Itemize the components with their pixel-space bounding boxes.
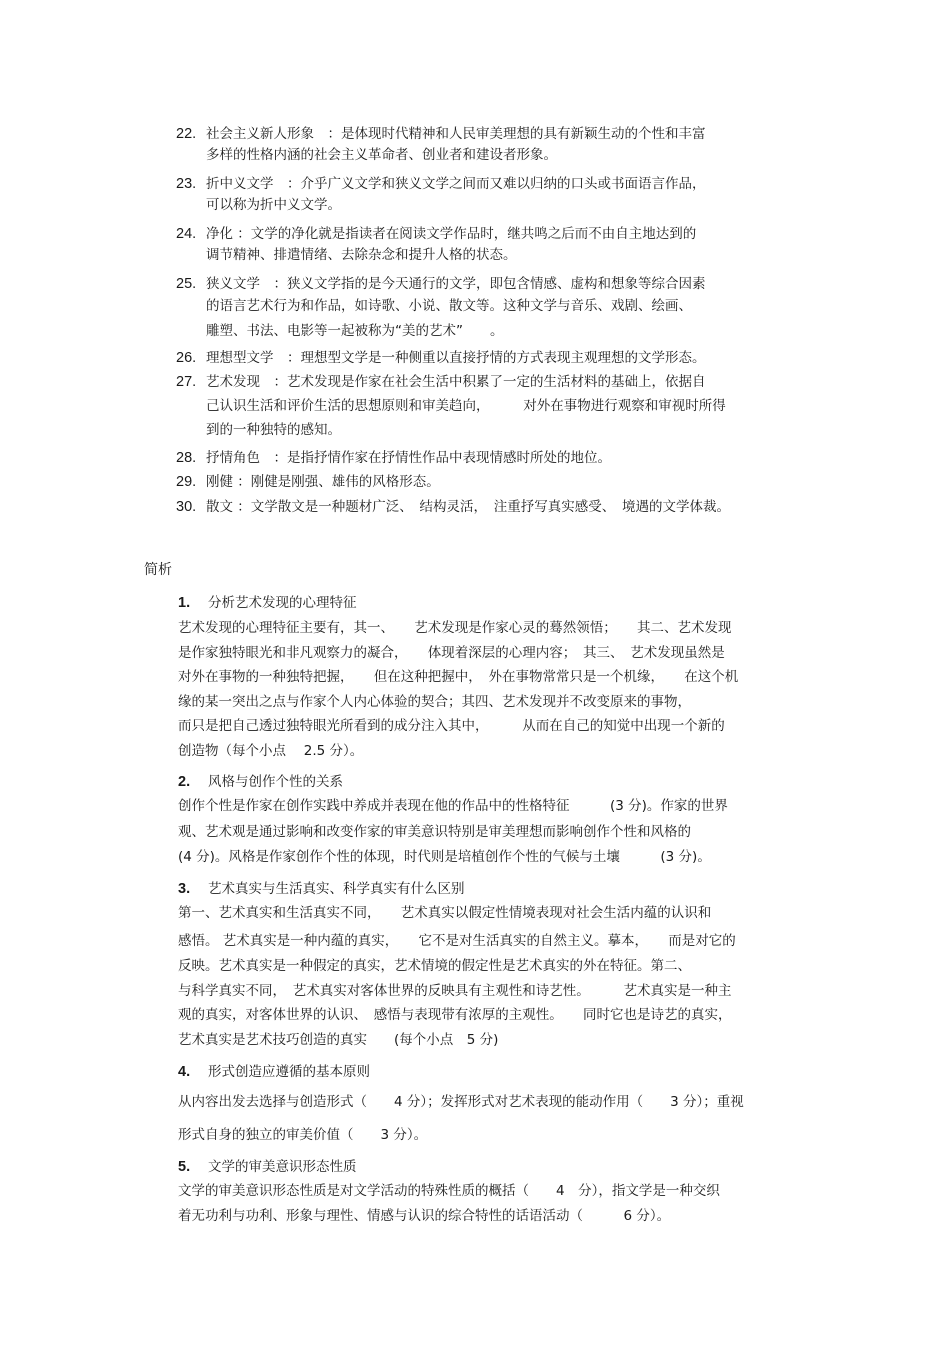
- answer-line: 着无功利与功利、形象与理性、情感与认识的综合特性的话语活动（ 6 分）。: [178, 1208, 671, 1224]
- answer-line: 感悟。 艺术真实是一种内蕴的真实， 它不是对生活真实的自然主义。摹本， 而是对它的: [178, 933, 736, 949]
- answer-line: 缘的某一突出之点与作家个人内心体验的契合；其四、艺术发现并不改变原来的事物，: [178, 694, 691, 710]
- question-num: 2.: [178, 774, 191, 790]
- def-num: 24.: [176, 226, 197, 242]
- def-line: 理想型文学 ：理想型文学是一种侧重以直接抒情的方式表现主观理想的文学形态。: [206, 350, 706, 366]
- answer-line: 创造物（每个小点 2.5 分）。: [178, 743, 364, 759]
- answer-line: 对外在事物的一种独特把握， 但在这种把握中， 外在事物常常只是一个机缘， 在这个机: [178, 669, 739, 685]
- def-line: 到的一种独特的感知。: [206, 422, 341, 438]
- answer-line: 观、艺术观是通过影响和改变作家的审美意识特别是审美理想而影响创作个性和风格的: [178, 824, 691, 840]
- answer-line: 与科学真实不同， 艺术真实对客体世界的反映具有主观性和诗艺性。 艺术真实是一种主: [178, 983, 732, 999]
- question-title: 分析艺术发现的心理特征: [208, 595, 357, 611]
- def-line: 狭义文学 ：狭义文学指的是今天通行的文学，即包含情感、虚构和想象等综合因素: [206, 276, 706, 292]
- def-line: 刚健 ：刚健是刚强、雄伟的风格形态。: [206, 474, 440, 490]
- answer-line: 创作个性是作家在创作实践中养成并表现在他的作品中的性格特征 (3 分)。作家的世界: [178, 798, 728, 814]
- answer-line: 反映。艺术真实是一种假定的真实，艺术情境的假定性是艺术真实的外在特征。第二、: [178, 958, 691, 974]
- def-line: 的语言艺术行为和作品，如诗歌、小说、散文等。这种文学与音乐、戏剧、绘画、: [206, 298, 692, 314]
- question-title: 艺术真实与生活真实、科学真实有什么区别: [208, 881, 465, 897]
- def-line: 社会主义新人形象 ：是体现时代精神和人民审美理想的具有新颖生动的个性和丰富: [206, 126, 706, 142]
- def-line: 多样的性格内涵的社会主义革命者、创业者和建设者形象。: [206, 147, 557, 163]
- answer-line: 第一、艺术真实和生活真实不同， 艺术真实以假定性情境表现对社会生活内蕴的认识和: [178, 905, 712, 921]
- answer-line: 是作家独特眼光和非凡观察力的凝合， 体现着深层的心理内容； 其三、 艺术发现虽然是: [178, 645, 725, 661]
- answer-line: 形式自身的独立的审美价值（ 3 分）。: [178, 1127, 428, 1143]
- answer-line: 从内容出发去选择与创造形式（ 4 分）；发挥形式对艺术表现的能动作用（ 3 分）；重视: [178, 1094, 744, 1110]
- answer-line: 艺术发现的心理特征主要有，其一、 艺术发现是作家心灵的蓦然领悟； 其二、艺术发现: [178, 620, 732, 636]
- def-line: 调节精神、排遣情绪、去除杂念和提升人格的状态。: [206, 247, 517, 263]
- answer-line: 观的真实，对客体世界的认识、 感悟与表现带有浓厚的主观性。 同时它也是诗艺的真实，: [178, 1007, 732, 1023]
- def-line: 散文 ：文学散文是一种题材广泛、 结构灵活， 注重抒写真实感受、 境遇的文学体裁。: [206, 499, 731, 515]
- def-line: 折中义文学 ：介乎广义文学和狭义文学之间而又难以归纳的口头或书面语言作品，: [206, 176, 706, 192]
- def-line: 抒情角色 ：是指抒情作家在抒情性作品中表现情感时所处的地位。: [206, 450, 611, 466]
- def-line: 己认识生活和评价生活的思想原则和审美趋向， 对外在事物进行观察和审视时所得: [206, 398, 726, 414]
- def-num: 28.: [176, 450, 197, 466]
- answer-line: 而只是把自己透过独特眼光所看到的成分注入其中， 从而在自己的知觉中出现一个新的: [178, 718, 725, 734]
- question-num: 5.: [178, 1159, 191, 1175]
- def-num: 26.: [176, 350, 197, 366]
- def-num: 23.: [176, 176, 197, 192]
- question-num: 4.: [178, 1064, 191, 1080]
- section-title: 简析: [144, 562, 172, 578]
- question-num: 3.: [178, 881, 191, 897]
- def-num: 29.: [176, 474, 197, 490]
- question-title: 文学的审美意识形态性质: [208, 1159, 357, 1175]
- def-line: 雕塑、书法、电影等一起被称为“美的艺术” 。: [206, 323, 504, 339]
- def-num: 30.: [176, 499, 197, 515]
- def-num: 27.: [176, 374, 197, 390]
- def-line: 可以称为折中义文学。: [206, 197, 341, 213]
- answer-line: 文学的审美意识形态性质是对文学活动的特殊性质的概括（ 4 分），指文学是一种交织: [178, 1183, 720, 1199]
- def-line: 艺术发现 ：艺术发现是作家在社会生活中积累了一定的生活材料的基础上，依据自: [206, 374, 706, 390]
- def-num: 25.: [176, 276, 197, 292]
- def-line: 净化 ：文学的净化就是指读者在阅读文学作品时，继共鸣之后而不由自主地达到的: [206, 226, 697, 242]
- question-num: 1.: [178, 595, 191, 611]
- question-title: 风格与创作个性的关系: [208, 774, 343, 790]
- def-num: 22.: [176, 126, 197, 142]
- answer-line: 艺术真实是艺术技巧创造的真实 (每个小点 5 分): [178, 1032, 499, 1048]
- question-title: 形式创造应遵循的基本原则: [208, 1064, 370, 1080]
- answer-line: (4 分)。风格是作家创作个性的体现，时代则是培植创作个性的气候与土壤 (3 分)。: [178, 849, 711, 865]
